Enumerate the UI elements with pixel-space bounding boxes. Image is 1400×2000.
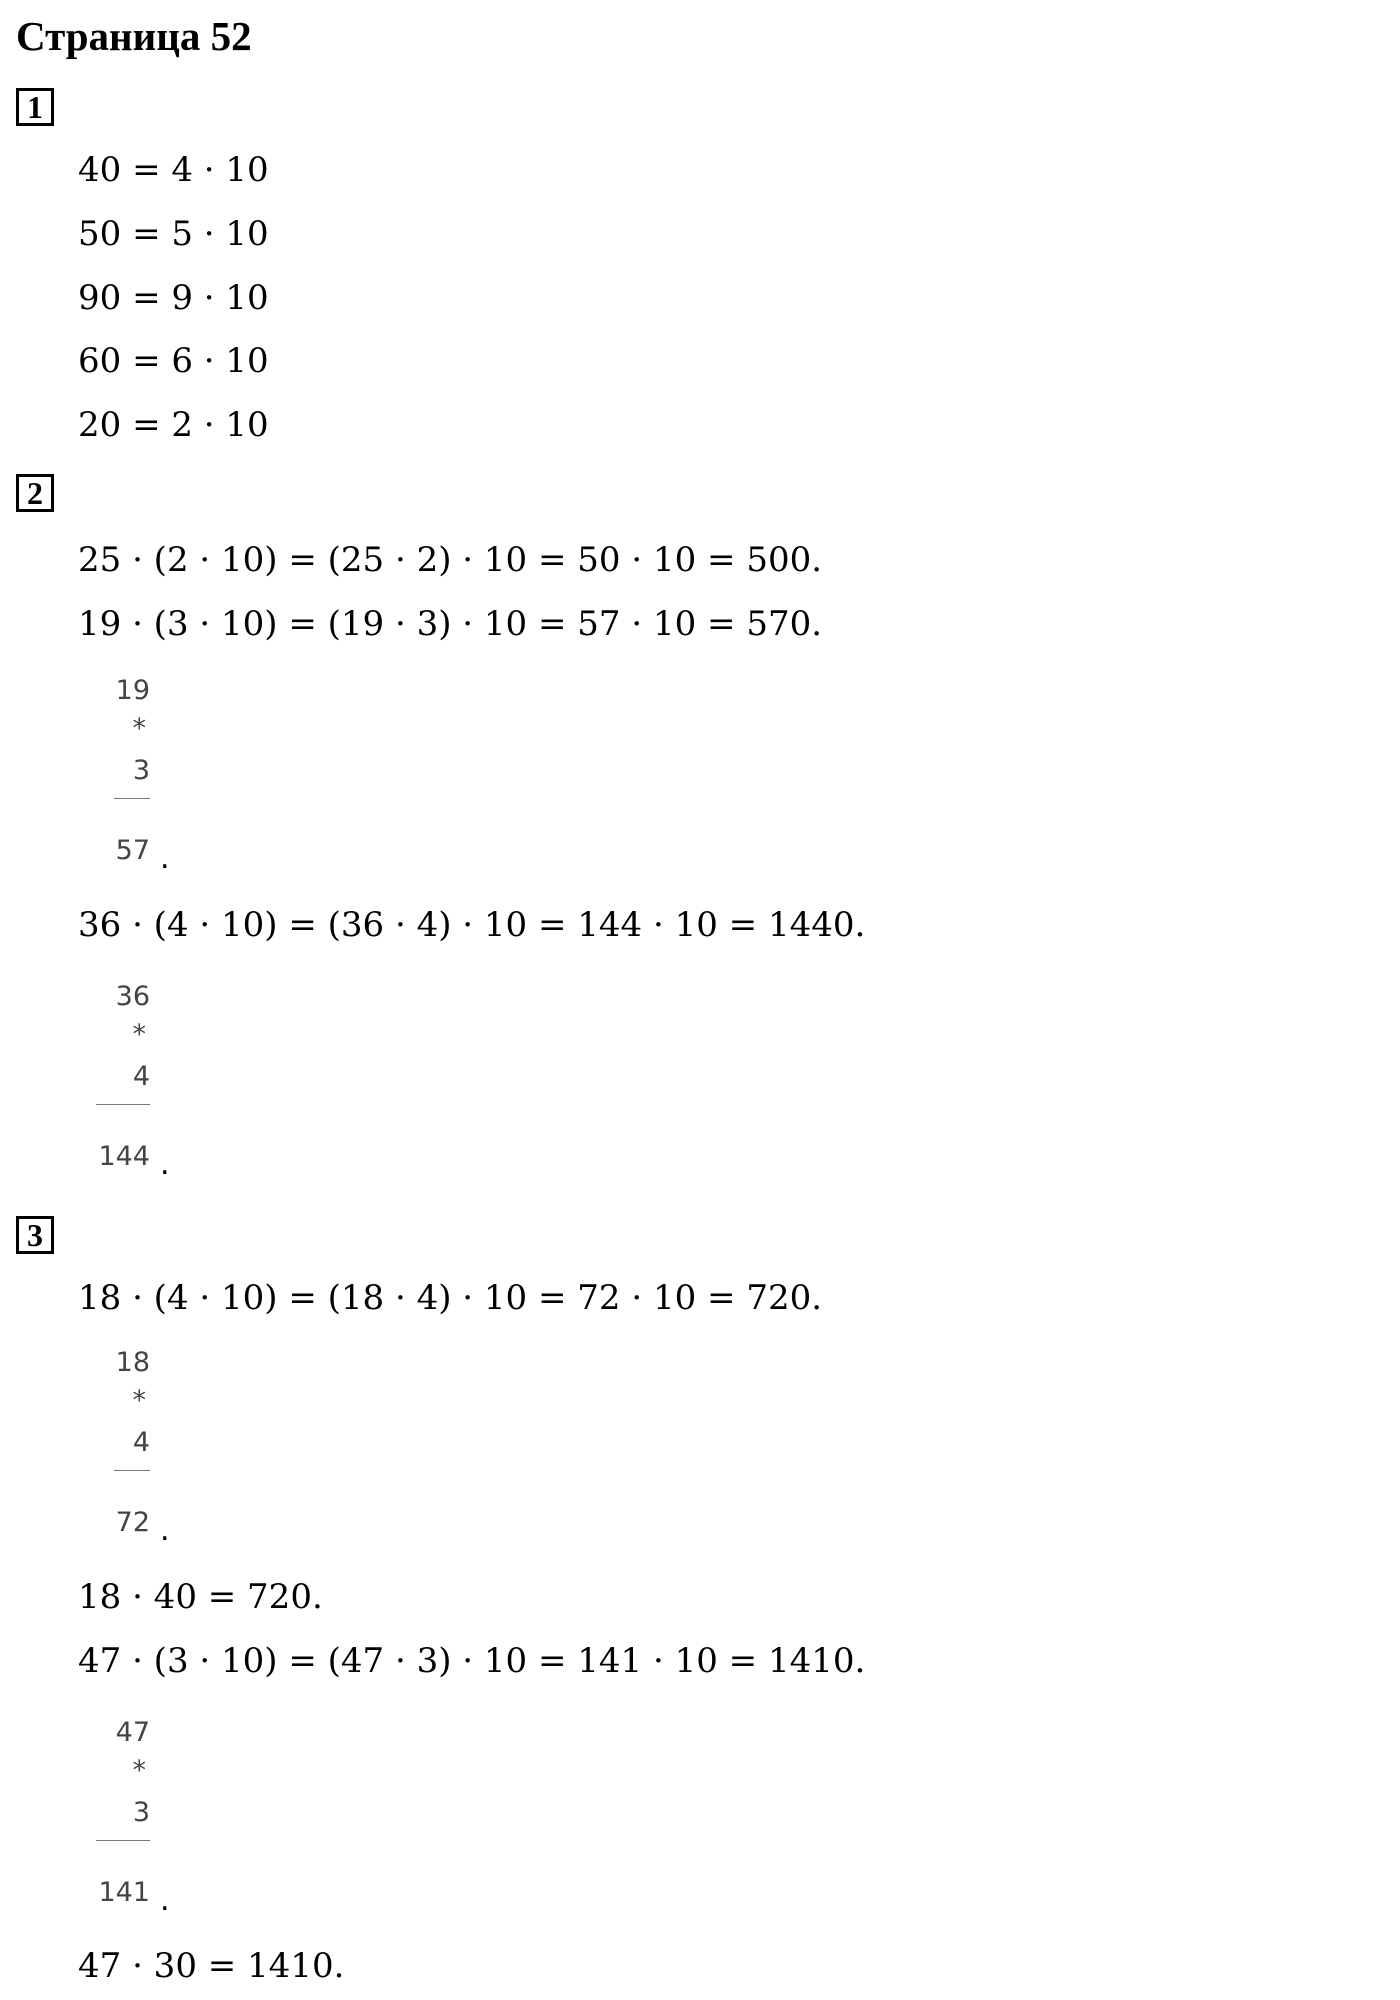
multiply-sign: * [132, 1019, 146, 1050]
product: 144 [98, 1141, 150, 1172]
equation-line: 20 = 2 · 10 [78, 405, 269, 445]
multiplier: 3 [132, 755, 150, 786]
multiplier: 4 [132, 1061, 150, 1092]
column-multiplication [96, 1347, 176, 1548]
equation-line: 18 · (4 · 10) = (18 · 4) · 10 = 72 · 10 = 720. [78, 1278, 823, 1318]
multiplicand: 18 [115, 1347, 150, 1378]
multiply-sign: * [132, 1385, 146, 1416]
equation-line: 50 = 5 · 10 [78, 214, 269, 254]
task-number-1: 1 [16, 88, 54, 126]
product: 57 [115, 835, 150, 866]
column-multiplication [96, 1717, 176, 1918]
period: . [160, 1147, 170, 1182]
column-multiplication [96, 675, 176, 876]
multiplier: 4 [132, 1427, 150, 1458]
period: . [160, 841, 170, 876]
result-divider-line [114, 798, 150, 799]
product: 141 [98, 1877, 150, 1908]
column-multiplication [96, 981, 176, 1182]
result-divider-line [96, 1840, 150, 1841]
period: . [160, 1883, 170, 1918]
equation-line: 19 · (3 · 10) = (19 · 3) · 10 = 57 · 10 = 570. [78, 604, 823, 644]
equation-line: 47 · (3 · 10) = (47 · 3) · 10 = 141 · 10 = 1410. [78, 1641, 866, 1681]
equation-line: 36 · (4 · 10) = (36 · 4) · 10 = 144 · 10 = 1440. [78, 905, 866, 945]
multiply-sign: * [132, 1755, 146, 1786]
multiplicand: 36 [115, 981, 150, 1012]
multiplicand: 47 [115, 1717, 150, 1748]
equation-line: 60 = 6 · 10 [78, 341, 269, 381]
page-title: Страница 52 [16, 13, 252, 59]
equation-line: 25 · (2 · 10) = (25 · 2) · 10 = 50 · 10 = 500. [78, 540, 823, 580]
equation-line: 47 · 30 = 1410. [78, 1946, 345, 1986]
equation-line: 18 · 40 = 720. [78, 1577, 323, 1617]
result-divider-line [114, 1470, 150, 1471]
equation-line: 40 = 4 · 10 [78, 150, 269, 190]
multiplier: 3 [132, 1797, 150, 1828]
period: . [160, 1513, 170, 1548]
multiplicand: 19 [115, 675, 150, 706]
task-number-2: 2 [16, 474, 54, 512]
multiply-sign: * [132, 713, 146, 744]
result-divider-line [96, 1104, 150, 1105]
product: 72 [115, 1507, 150, 1538]
equation-line: 90 = 9 · 10 [78, 278, 269, 318]
task-number-3: 3 [16, 1216, 54, 1254]
